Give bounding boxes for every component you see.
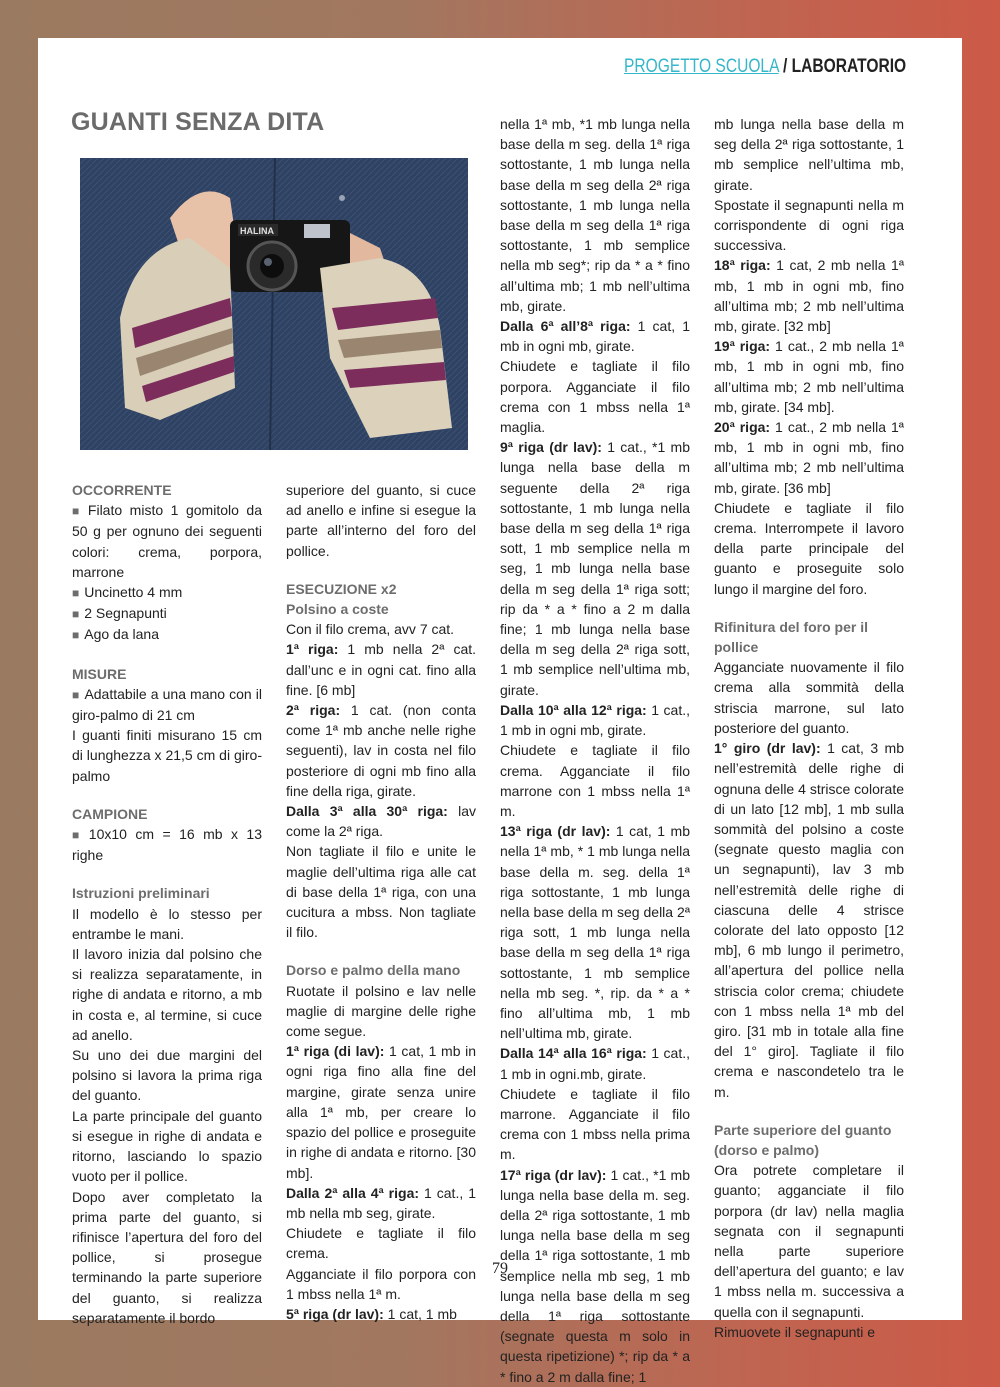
row-text: 1 cat., 1 mb nella mb seg, girate. <box>286 1184 476 1221</box>
subheading-polsino: Polsino a coste <box>286 601 389 618</box>
paragraph: Chiudete e tagliate il filo marrone. Agganciate il filo crema con 1 mbss nella prima m. <box>500 1085 690 1163</box>
paragraph: Chiudete e tagliate il filo crema. <box>286 1225 476 1262</box>
column-1 <box>72 480 262 1328</box>
column-3 <box>500 114 690 1387</box>
row-text: 1 cat, 1 mb in ogni mb, girate. <box>500 318 691 355</box>
magazine-page <box>38 38 962 1385</box>
paragraph: Il lavoro inizia dal polsino che si realizza separatamente, in righe di andata e ritorno, a mb in costa e, al termine, si cuce ad anello. <box>72 946 262 1043</box>
row-label: Dalla 14ª alla 16ª riga: <box>500 1045 647 1062</box>
instruction-row <box>286 1183 476 1223</box>
section-label: LABORATORIO <box>791 56 906 77</box>
instruction-row <box>714 336 904 417</box>
row-text: 1 cat. (non conta come 1ª mb anche nelle righe seguenti), lav in costa nel filo posteriore di ogni mb fino alla fine della riga, girate. <box>286 702 476 799</box>
instruction-row <box>286 639 476 700</box>
paragraph: Dopo aver completato la prima parte del guanto, si rifinisce l’apertura del foro del pollice, si prosegue terminando la parte superiore del guanto, si realizza separatamente il bordo <box>72 1188 262 1326</box>
row-label: 13ª riga (dr lav): <box>500 823 611 840</box>
paragraph: Il modello è lo stesso per entrambe le mani. <box>72 905 262 942</box>
column-4 <box>714 114 904 1342</box>
list-item: ■ 10x10 cm = 16 mb x 13 righe <box>72 824 262 865</box>
paragraph: Su uno dei due margini del polsino si lavora la prima riga del guanto. <box>72 1047 262 1104</box>
paragraph: Non tagliate il filo e unite le maglie dell’ultima riga alle cat di base della 1ª riga, con una cucitura a mbss. Non tagliate il filo. <box>286 843 476 941</box>
row-label: Dalla 10ª alla 12ª riga: <box>500 701 647 718</box>
row-label: 2ª riga: <box>286 702 341 719</box>
row-text: 1 cat, 3 mb nell’estremità delle righe di ognuna delle 4 strisce colorate di un lato [12 mb], 1 mb sulla sommità del polsino a coste (segnate questo maglia con un segnapunti), lav 3 mb nell’estremità delle righe di ciascuna delle 4 strisce colorate del lato opposto [12 mb], 6 mb lungo il perimetro, all’apertura del pollice nella striscia color crema; chiudete con 1 mbss nella 1ª mb del giro. [31 mb in totale alla fine del 1° giro]. Tagliate il filo crema e nascondetelo tra le m. <box>714 740 904 1100</box>
row-text: 1 cat., 2 mb nella 1ª mb, 1 mb in ogni mb, fino all’ultima mb; 2 mb nell’ultima mb, girate. [36 mb] <box>714 419 904 496</box>
row-label: Dalla 2ª alla 4ª riga: <box>286 1184 420 1201</box>
column-2 <box>286 480 476 1324</box>
row-text: 1 cat, 1 mb nella 1ª mb, * 1 mb lunga nella base della m. seg. della 1ª riga sottostante, 1 mb lunga nella base della m seg della 2ª riga sott, 1 mb lunga nella base della m seg della 1ª riga sottostante, 1 mb semplice nella mb seg. *, rip. da * a * fino all’ultima mb, 1 mb nell’ultima mb, girate. <box>500 823 690 1042</box>
subheading-esecuzione: ESECUZIONE x2 <box>286 580 397 597</box>
list-item: ■ Uncinetto 4 mm <box>72 582 262 603</box>
row-label: 9ª riga (dr lav): <box>500 439 602 456</box>
paragraph: I guanti finiti misurano 15 cm di lunghezza x 21,5 cm di giro-palmo <box>72 727 262 784</box>
paragraph: La parte principale del guanto si esegue in righe di andata e ritorno, lasciando lo spazio vuoto per il pollice. <box>72 1107 262 1185</box>
subheading-campione: CAMPIONE <box>72 805 148 822</box>
row-text: 1 cat, 1 mb in ogni riga fino alla fine del margine, girate senza unire alla 1ª mb, per creare lo spazio del pollice e proseguite in righe di andata e ritorno. [30 mb]. <box>286 1043 476 1181</box>
page-title: GUANTI SENZA DITA <box>71 108 325 136</box>
photo-illustration <box>80 158 468 450</box>
row-label: 18ª riga: <box>714 257 771 274</box>
instruction-row <box>286 700 476 801</box>
instruction-row <box>500 1043 690 1083</box>
article-photo <box>80 158 468 450</box>
instruction-row <box>500 700 690 740</box>
subheading-parte-superiore: Parte superiore del guanto (dorso e palmo) <box>714 1121 892 1158</box>
section-header <box>624 56 906 78</box>
list-item: ■ 2 Segnapunti <box>72 603 262 624</box>
paragraph: Spostate il segnapunti nella m corrispondente di ogni riga successiva. <box>714 196 904 254</box>
row-text: 1 cat, 2 mb nella 1ª mb, 1 mb in ogni mb, fino all’ultima mb; 2 mb nell’ultima mb, girate. [32 mb] <box>714 257 904 335</box>
paragraph: mb lunga nella base della m seg della 2ª riga sottostante, 1 mb semplice nell’ultima mb, girate. <box>714 116 904 193</box>
paragraph: Ruotate il polsino e lav nelle maglie di margine delle righe come segue. <box>286 982 476 1040</box>
row-text: lav come la 2ª riga. <box>286 803 476 840</box>
subheading-misure: MISURE <box>72 665 127 682</box>
row-label: 20ª riga: <box>714 419 771 436</box>
instruction-row <box>286 1041 476 1182</box>
camera-brand: HALINA <box>240 226 274 236</box>
row-label: 5ª riga (dr lav): <box>286 1305 384 1322</box>
paragraph: Chiudete e tagliate il filo porpora. Agganciate il filo crema con 1 mbss nella 1ª maglia. <box>500 358 690 436</box>
paragraph: Rimuovete il segnapunti e <box>714 1323 876 1340</box>
section-link[interactable]: PROGETTO SCUOLA <box>623 56 779 77</box>
subheading-occorrente: OCCORRENTE <box>72 482 172 498</box>
instruction-row <box>286 1304 476 1324</box>
row-text: 1 cat., 1 mb in ogni mb, girate. <box>500 701 690 739</box>
list-item: ■ Adattabile a una mano con il giro-palmo di 21 cm <box>72 684 262 725</box>
instruction-row <box>500 437 690 700</box>
page-number: 79 <box>492 1260 508 1277</box>
row-label: Dalla 6ª all’8ª riga: <box>500 318 631 335</box>
row-label: 1° giro (dr lav): <box>714 740 821 757</box>
instruction-row <box>714 255 904 336</box>
paragraph: Con il filo crema, avv 7 cat. <box>286 621 455 638</box>
paragraph: Chiudete e tagliate il filo crema. Agganciate il filo marrone con 1 mbss nella 1ª m. <box>500 742 690 819</box>
paragraph: nella 1ª mb, *1 mb lunga nella base della m seg. della 1ª riga sottostante, 1 mb lunga nella base della m seg della 2ª riga sottostante, 1 mb lunga nella base della m seg della 1ª riga sottostante, 1 mb semplice nella mb seg*; rip da * a * fino all’ultima mb; 1 mb nell’ultima mb, girate. <box>500 116 690 314</box>
list-item: ■ Filato misto 1 gomitolo da 50 g per ognuno dei seguenti colori: crema, porpora, marrone <box>72 500 262 582</box>
row-label: 19ª riga: <box>714 338 771 355</box>
header-separator: / <box>782 56 788 77</box>
instruction-row <box>286 801 476 841</box>
paragraph: superiore del guanto, si cuce ad anello e infine si esegue la parte all’interno del foro del pollice. <box>286 482 476 559</box>
instruction-row <box>714 738 904 1102</box>
paragraph: Ora potrete completare il guanto; agganciate il filo porpora (dr lav) nella maglia segnata con il segnapunti nella parte superiore dell’apertura del guanto; e lav 1 mbss nella m. successiva a quella con il segnapunti. <box>714 1162 904 1320</box>
paragraph: Agganciate nuovamente il filo crema alla sommità della striscia marrone, sul lato posteriore del guanto. <box>714 659 904 736</box>
subheading-rifinitura: Rifinitura del foro per il pollice <box>714 618 869 656</box>
row-text: 1 cat., *1 mb lunga nella base della m. seg. della 2ª riga sottostante, 1 mb lunga nella base della m seg della 1ª riga sottostante, 1 mb semplice nella mb seg, 1 mb lunga nella base della m seg della 1ª riga sottostante (segnate questa m solo in questa ripetizione) *; rip da * a * fino a 2 m dalla fine; 1 <box>500 1166 690 1385</box>
row-text: 1 cat, 1 mb <box>383 1305 457 1322</box>
instruction-row <box>500 821 690 1043</box>
row-label: Dalla 3ª alla 30ª riga: <box>286 803 448 820</box>
row-text: 1 cat., 2 mb nella 1ª mb, 1 mb in ogni mb, fino all’ultima mb; 2 mb nell’ultima mb, girate. [34 mb]. <box>714 338 904 415</box>
row-label: 17ª riga (dr lav): <box>500 1166 607 1183</box>
paragraph: Agganciate il filo porpora con 1 mbss nella 1ª m. <box>286 1265 476 1302</box>
row-label: 1ª riga: <box>286 641 339 658</box>
list-item: ■ Ago da lana <box>72 624 262 645</box>
row-text: 1 cat., 1 mb in ogni.mb, girate. <box>500 1045 690 1082</box>
instruction-row <box>714 417 904 498</box>
subheading-dorso-palmo: Dorso e palmo della mano <box>286 962 461 979</box>
row-text: 1 mb nella 2ª cat. dall’unc e in ogni cat. fino alla fine. [6 mb] <box>286 641 477 698</box>
row-label: 1ª riga (di lav): <box>286 1043 385 1060</box>
instruction-row <box>500 316 690 356</box>
paragraph: Chiudete e tagliate il filo crema. Interrompete il lavoro della parte principale del guanto e proseguite solo lungo il margine del foro. <box>714 499 904 597</box>
row-text: 1 cat., *1 mb lunga nella base della m seguente della 2ª riga sottostante, 1 mb lunga nella base della m seg della 1ª riga sott, 1 mb semplice nella m seg, 1 mb lunga nella base della m seg della 1ª riga sott; rip da * a * fino a 2 m dalla fine; 1 mb lunga nella base della m seg della 2ª riga sott, 1 mb semplice nell’ultima mb, girate. <box>500 439 691 698</box>
subheading-istruzioni: Istruzioni preliminari <box>72 885 210 902</box>
